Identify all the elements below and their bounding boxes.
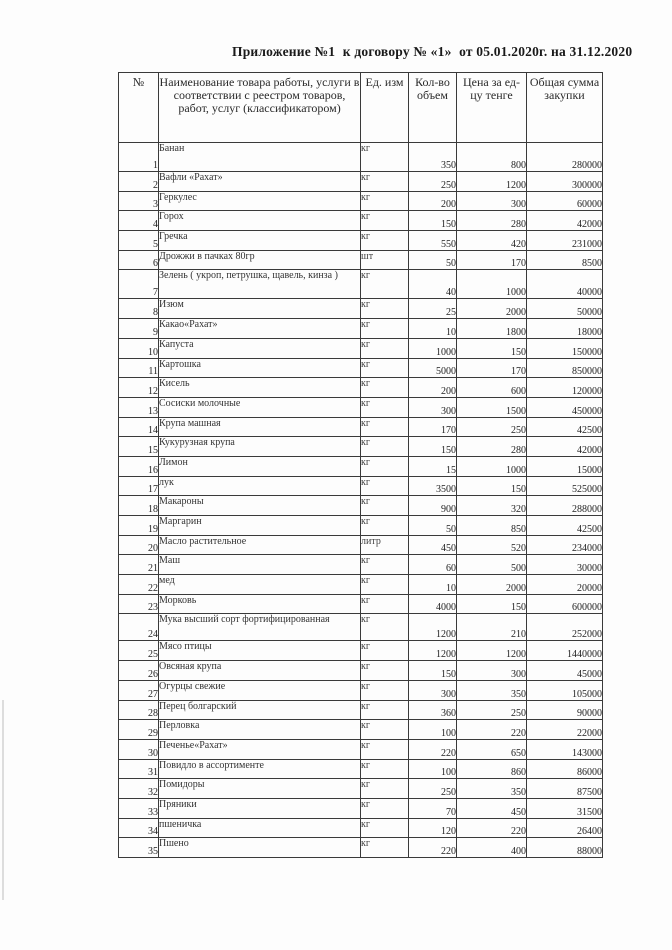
- quantity-cell: 350: [409, 143, 457, 172]
- document-title: [232, 44, 636, 60]
- quantity-cell: 10: [409, 575, 457, 595]
- quantity-cell: 300: [409, 397, 457, 417]
- product-name-cell: Дрожжи в пачках 80гр: [159, 250, 361, 270]
- product-name-cell: Макароны: [159, 496, 361, 516]
- unit-cell: кг: [361, 720, 409, 740]
- row-number-cell: 16: [119, 456, 159, 476]
- product-name-cell: лук: [159, 476, 361, 496]
- scan-edge-shadow: [2, 700, 4, 900]
- product-name-cell: Геркулес: [159, 191, 361, 211]
- unit-cell: кг: [361, 798, 409, 818]
- product-name-cell: Печенье«Рахат»: [159, 739, 361, 759]
- product-name-cell: Помидоры: [159, 779, 361, 799]
- unit-cell: кг: [361, 211, 409, 231]
- row-number-cell: 4: [119, 211, 159, 231]
- unit-cell: шт: [361, 250, 409, 270]
- quantity-cell: 900: [409, 496, 457, 516]
- total-cell: 18000: [527, 319, 603, 339]
- price-cell: 2000: [457, 575, 527, 595]
- total-cell: 90000: [527, 700, 603, 720]
- price-cell: 150: [457, 594, 527, 614]
- product-name-cell: Мясо птицы: [159, 641, 361, 661]
- appendix-label: Приложение №1: [232, 44, 336, 59]
- total-cell: 26400: [527, 818, 603, 838]
- price-cell: 600: [457, 378, 527, 398]
- quantity-cell: 300: [409, 680, 457, 700]
- total-cell: 1440000: [527, 641, 603, 661]
- total-cell: 105000: [527, 680, 603, 700]
- row-number-cell: 18: [119, 496, 159, 516]
- unit-cell: кг: [361, 417, 409, 437]
- unit-cell: кг: [361, 338, 409, 358]
- row-number-cell: 34: [119, 818, 159, 838]
- quantity-cell: 15: [409, 456, 457, 476]
- table-row: [119, 172, 603, 192]
- total-cell: 42500: [527, 417, 603, 437]
- table-row: [119, 476, 603, 496]
- quantity-cell: 150: [409, 211, 457, 231]
- table-row: [119, 680, 603, 700]
- table-row: [119, 759, 603, 779]
- row-number-cell: 15: [119, 437, 159, 457]
- product-name-cell: пшеничка: [159, 818, 361, 838]
- price-cell: 1000: [457, 270, 527, 299]
- row-number-cell: 11: [119, 358, 159, 378]
- row-number-cell: 13: [119, 397, 159, 417]
- product-name-cell: Маргарин: [159, 516, 361, 536]
- total-cell: 15000: [527, 456, 603, 476]
- total-cell: 20000: [527, 575, 603, 595]
- price-cell: 300: [457, 661, 527, 681]
- table-row: [119, 516, 603, 536]
- unit-cell: кг: [361, 143, 409, 172]
- product-name-cell: Маш: [159, 555, 361, 575]
- unit-cell: кг: [361, 555, 409, 575]
- total-cell: 280000: [527, 143, 603, 172]
- unit-cell: кг: [361, 231, 409, 251]
- quantity-cell: 360: [409, 700, 457, 720]
- price-cell: 1500: [457, 397, 527, 417]
- row-number-cell: 22: [119, 575, 159, 595]
- quantity-cell: 1200: [409, 614, 457, 641]
- price-cell: 850: [457, 516, 527, 536]
- unit-cell: кг: [361, 680, 409, 700]
- total-cell: 50000: [527, 299, 603, 319]
- product-name-cell: Капуста: [159, 338, 361, 358]
- quantity-cell: 150: [409, 437, 457, 457]
- unit-cell: кг: [361, 641, 409, 661]
- table-row: [119, 397, 603, 417]
- column-header-quantity: Кол-во объем: [409, 73, 457, 143]
- quantity-cell: 5000: [409, 358, 457, 378]
- total-cell: 234000: [527, 535, 603, 555]
- unit-cell: кг: [361, 397, 409, 417]
- product-name-cell: Гречка: [159, 231, 361, 251]
- unit-cell: кг: [361, 614, 409, 641]
- table-row: [119, 555, 603, 575]
- product-name-cell: Кукурузная крупа: [159, 437, 361, 457]
- quantity-cell: 170: [409, 417, 457, 437]
- total-cell: 300000: [527, 172, 603, 192]
- row-number-cell: 19: [119, 516, 159, 536]
- table-row: [119, 661, 603, 681]
- quantity-cell: 450: [409, 535, 457, 555]
- total-cell: 42000: [527, 211, 603, 231]
- unit-cell: кг: [361, 818, 409, 838]
- unit-cell: кг: [361, 838, 409, 858]
- column-header-price: Цена за ед-цу тенге: [457, 73, 527, 143]
- price-cell: 1000: [457, 456, 527, 476]
- price-cell: 350: [457, 680, 527, 700]
- row-number-cell: 25: [119, 641, 159, 661]
- table-row: [119, 641, 603, 661]
- unit-cell: кг: [361, 378, 409, 398]
- unit-cell: кг: [361, 476, 409, 496]
- row-number-cell: 21: [119, 555, 159, 575]
- product-name-cell: Пшено: [159, 838, 361, 858]
- row-number-cell: 8: [119, 299, 159, 319]
- price-cell: 350: [457, 779, 527, 799]
- unit-cell: кг: [361, 172, 409, 192]
- quantity-cell: 200: [409, 191, 457, 211]
- total-cell: 31500: [527, 798, 603, 818]
- contract-label: к договору № «1»: [342, 44, 452, 59]
- unit-cell: кг: [361, 456, 409, 476]
- quantity-cell: 50: [409, 250, 457, 270]
- row-number-cell: 28: [119, 700, 159, 720]
- total-cell: 450000: [527, 397, 603, 417]
- product-name-cell: Огурцы свежие: [159, 680, 361, 700]
- column-header-unit: Ед. изм: [361, 73, 409, 143]
- table-body: [119, 143, 603, 858]
- table-row: [119, 779, 603, 799]
- quantity-cell: 120: [409, 818, 457, 838]
- table-header-row: [119, 73, 603, 143]
- quantity-cell: 220: [409, 838, 457, 858]
- product-name-cell: Зелень ( укроп, петрушка, щавель, кинза ): [159, 270, 361, 299]
- row-number-cell: 35: [119, 838, 159, 858]
- total-cell: 252000: [527, 614, 603, 641]
- price-cell: 400: [457, 838, 527, 858]
- table-row: [119, 818, 603, 838]
- row-number-cell: 32: [119, 779, 159, 799]
- row-number-cell: 31: [119, 759, 159, 779]
- table-row: [119, 191, 603, 211]
- quantity-cell: 25: [409, 299, 457, 319]
- total-cell: 60000: [527, 191, 603, 211]
- row-number-cell: 29: [119, 720, 159, 740]
- table-row: [119, 299, 603, 319]
- table-row: [119, 358, 603, 378]
- total-cell: 87500: [527, 779, 603, 799]
- table-row: [119, 700, 603, 720]
- price-cell: 800: [457, 143, 527, 172]
- row-number-cell: 10: [119, 338, 159, 358]
- product-name-cell: Вафли «Рахат»: [159, 172, 361, 192]
- row-number-cell: 30: [119, 739, 159, 759]
- price-cell: 250: [457, 417, 527, 437]
- quantity-cell: 200: [409, 378, 457, 398]
- quantity-cell: 250: [409, 172, 457, 192]
- total-cell: 600000: [527, 594, 603, 614]
- total-cell: 22000: [527, 720, 603, 740]
- table-row: [119, 575, 603, 595]
- product-name-cell: Повидло в ассортименте: [159, 759, 361, 779]
- price-cell: 280: [457, 211, 527, 231]
- table-row: [119, 338, 603, 358]
- column-header-name: Наименование товара работы, услуги в соответствии с реестром товаров, работ, услуг (классификатором): [159, 73, 361, 143]
- product-name-cell: Пряники: [159, 798, 361, 818]
- total-cell: 42500: [527, 516, 603, 536]
- unit-cell: кг: [361, 358, 409, 378]
- product-name-cell: Горох: [159, 211, 361, 231]
- product-name-cell: Картошка: [159, 358, 361, 378]
- quantity-cell: 100: [409, 720, 457, 740]
- product-name-cell: мед: [159, 575, 361, 595]
- quantity-cell: 60: [409, 555, 457, 575]
- row-number-cell: 2: [119, 172, 159, 192]
- quantity-cell: 220: [409, 739, 457, 759]
- table-row: [119, 270, 603, 299]
- quantity-cell: 1000: [409, 338, 457, 358]
- contract-dates: от 05.01.2020г. на 31.12.2020: [459, 44, 633, 59]
- unit-cell: кг: [361, 299, 409, 319]
- procurement-table: [118, 72, 603, 858]
- column-header-total: Общая сумма закупки: [527, 73, 603, 143]
- quantity-cell: 100: [409, 759, 457, 779]
- price-cell: 250: [457, 700, 527, 720]
- table-row: [119, 143, 603, 172]
- product-name-cell: Перловка: [159, 720, 361, 740]
- table-row: [119, 437, 603, 457]
- row-number-cell: 12: [119, 378, 159, 398]
- total-cell: 525000: [527, 476, 603, 496]
- row-number-cell: 27: [119, 680, 159, 700]
- price-cell: 220: [457, 818, 527, 838]
- table-row: [119, 456, 603, 476]
- price-cell: 1200: [457, 172, 527, 192]
- price-cell: 1200: [457, 641, 527, 661]
- price-cell: 450: [457, 798, 527, 818]
- table-row: [119, 231, 603, 251]
- table-row: [119, 739, 603, 759]
- quantity-cell: 3500: [409, 476, 457, 496]
- unit-cell: кг: [361, 437, 409, 457]
- price-cell: 210: [457, 614, 527, 641]
- quantity-cell: 150: [409, 661, 457, 681]
- total-cell: 45000: [527, 661, 603, 681]
- total-cell: 120000: [527, 378, 603, 398]
- total-cell: 42000: [527, 437, 603, 457]
- table-row: [119, 417, 603, 437]
- table-row: [119, 319, 603, 339]
- price-cell: 860: [457, 759, 527, 779]
- total-cell: 850000: [527, 358, 603, 378]
- price-cell: 650: [457, 739, 527, 759]
- quantity-cell: 70: [409, 798, 457, 818]
- product-name-cell: Мука высший сорт фортифицированная: [159, 614, 361, 641]
- product-name-cell: Кисель: [159, 378, 361, 398]
- unit-cell: кг: [361, 496, 409, 516]
- product-name-cell: Морковь: [159, 594, 361, 614]
- price-cell: 520: [457, 535, 527, 555]
- total-cell: 143000: [527, 739, 603, 759]
- quantity-cell: 10: [409, 319, 457, 339]
- unit-cell: кг: [361, 575, 409, 595]
- unit-cell: кг: [361, 270, 409, 299]
- table-row: [119, 378, 603, 398]
- price-cell: 150: [457, 476, 527, 496]
- total-cell: 8500: [527, 250, 603, 270]
- table-row: [119, 614, 603, 641]
- unit-cell: кг: [361, 739, 409, 759]
- price-cell: 320: [457, 496, 527, 516]
- row-number-cell: 17: [119, 476, 159, 496]
- row-number-cell: 1: [119, 143, 159, 172]
- unit-cell: кг: [361, 661, 409, 681]
- row-number-cell: 6: [119, 250, 159, 270]
- unit-cell: кг: [361, 700, 409, 720]
- table-row: [119, 211, 603, 231]
- row-number-cell: 26: [119, 661, 159, 681]
- price-cell: 170: [457, 250, 527, 270]
- column-header-number: №: [119, 73, 159, 143]
- quantity-cell: 550: [409, 231, 457, 251]
- total-cell: 88000: [527, 838, 603, 858]
- table-row: [119, 594, 603, 614]
- quantity-cell: 1200: [409, 641, 457, 661]
- table-row: [119, 496, 603, 516]
- total-cell: 40000: [527, 270, 603, 299]
- table-row: [119, 535, 603, 555]
- unit-cell: кг: [361, 759, 409, 779]
- price-cell: 2000: [457, 299, 527, 319]
- unit-cell: кг: [361, 191, 409, 211]
- price-cell: 220: [457, 720, 527, 740]
- price-cell: 280: [457, 437, 527, 457]
- total-cell: 288000: [527, 496, 603, 516]
- unit-cell: литр: [361, 535, 409, 555]
- table-row: [119, 720, 603, 740]
- price-cell: 420: [457, 231, 527, 251]
- product-name-cell: Банан: [159, 143, 361, 172]
- unit-cell: кг: [361, 594, 409, 614]
- row-number-cell: 7: [119, 270, 159, 299]
- quantity-cell: 4000: [409, 594, 457, 614]
- row-number-cell: 5: [119, 231, 159, 251]
- table-row: [119, 838, 603, 858]
- row-number-cell: 14: [119, 417, 159, 437]
- unit-cell: кг: [361, 516, 409, 536]
- product-name-cell: Крупа машная: [159, 417, 361, 437]
- row-number-cell: 24: [119, 614, 159, 641]
- table-row: [119, 250, 603, 270]
- total-cell: 150000: [527, 338, 603, 358]
- row-number-cell: 33: [119, 798, 159, 818]
- quantity-cell: 50: [409, 516, 457, 536]
- unit-cell: кг: [361, 779, 409, 799]
- product-name-cell: Масло растительное: [159, 535, 361, 555]
- total-cell: 231000: [527, 231, 603, 251]
- price-cell: 500: [457, 555, 527, 575]
- product-name-cell: Какао«Рахат»: [159, 319, 361, 339]
- row-number-cell: 3: [119, 191, 159, 211]
- unit-cell: кг: [361, 319, 409, 339]
- price-cell: 150: [457, 338, 527, 358]
- row-number-cell: 23: [119, 594, 159, 614]
- table-row: [119, 798, 603, 818]
- product-name-cell: Сосиски молочные: [159, 397, 361, 417]
- price-cell: 170: [457, 358, 527, 378]
- quantity-cell: 250: [409, 779, 457, 799]
- total-cell: 86000: [527, 759, 603, 779]
- row-number-cell: 9: [119, 319, 159, 339]
- row-number-cell: 20: [119, 535, 159, 555]
- quantity-cell: 40: [409, 270, 457, 299]
- product-name-cell: Перец болгарский: [159, 700, 361, 720]
- product-name-cell: Овсяная крупа: [159, 661, 361, 681]
- product-name-cell: Изюм: [159, 299, 361, 319]
- price-cell: 1800: [457, 319, 527, 339]
- product-name-cell: Лимон: [159, 456, 361, 476]
- price-cell: 300: [457, 191, 527, 211]
- total-cell: 30000: [527, 555, 603, 575]
